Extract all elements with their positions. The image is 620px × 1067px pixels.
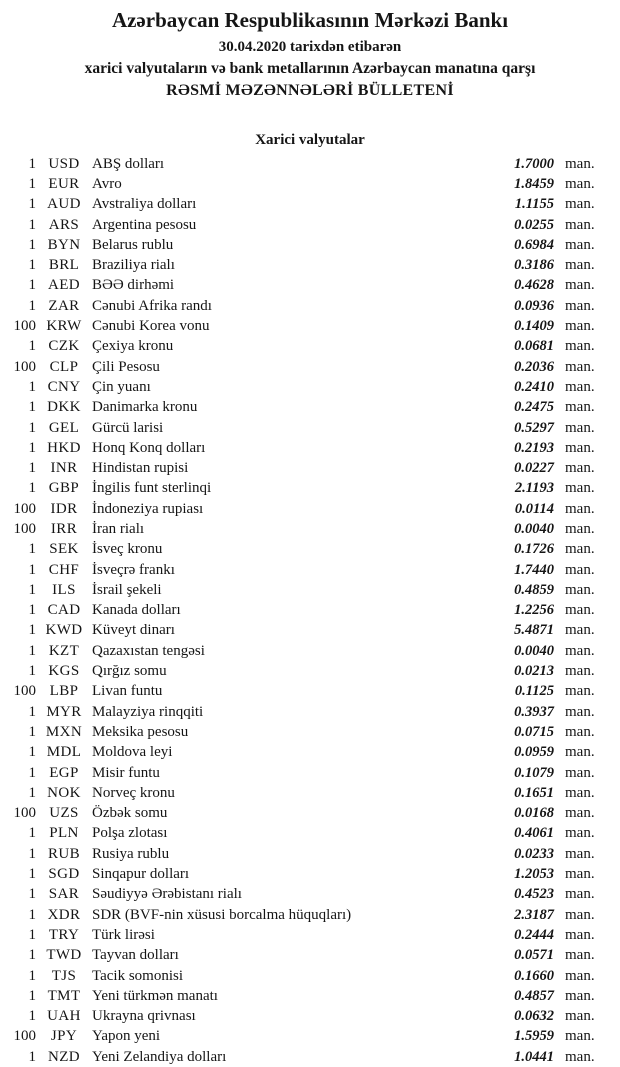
currency-name-cell: Meksika pesosu <box>92 723 189 740</box>
unit-label-cell: man. <box>565 1048 595 1065</box>
quantity-cell: 1 <box>28 1008 36 1025</box>
currency-code-cell: ILS <box>52 581 76 598</box>
rate-row <box>8 682 606 702</box>
rate-value-cell: 0.0715 <box>514 723 554 740</box>
currency-code-cell: ARS <box>48 216 80 233</box>
rate-row <box>8 925 606 945</box>
rate-row <box>8 1027 606 1047</box>
quantity-cell: 1 <box>28 866 36 883</box>
quantity-cell: 1 <box>28 967 36 984</box>
rate-value-cell: 0.1651 <box>514 784 554 801</box>
quantity-cell: 1 <box>28 906 36 923</box>
unit-label-cell: man. <box>565 216 595 233</box>
rate-row <box>8 438 606 458</box>
unit-label-cell: man. <box>565 723 595 740</box>
currency-name-cell: Türk lirəsi <box>92 926 155 943</box>
rate-row <box>8 824 606 844</box>
currency-name-cell: İngilis funt sterlinqi <box>92 480 212 497</box>
currency-code-cell: BRL <box>48 257 80 274</box>
quantity-cell: 1 <box>28 764 36 781</box>
rate-row <box>8 844 606 864</box>
rate-value-cell: 0.0255 <box>514 216 554 233</box>
rate-row <box>8 296 606 316</box>
currency-code-cell: KRW <box>46 318 82 335</box>
unit-label-cell: man. <box>565 1008 595 1025</box>
unit-label-cell: man. <box>565 277 595 294</box>
rate-value-cell: 1.7000 <box>514 155 554 172</box>
rate-row <box>8 864 606 884</box>
currency-code-cell: CAD <box>47 602 81 619</box>
rate-row <box>8 255 606 275</box>
rate-value-cell: 2.3187 <box>514 906 554 923</box>
currency-name-cell: Avstraliya dolları <box>92 196 197 213</box>
unit-label-cell: man. <box>565 460 595 477</box>
currency-name-cell: İsveç kronu <box>92 541 163 558</box>
unit-label-cell: man. <box>565 642 595 659</box>
unit-label-cell: man. <box>565 318 595 335</box>
currency-name-cell: Kanada dolları <box>92 602 181 619</box>
currency-code-cell: MYR <box>46 703 82 720</box>
currency-code-cell: RUB <box>47 845 81 862</box>
currency-name-cell: Tacik somonisi <box>92 967 184 984</box>
unit-label-cell: man. <box>565 987 595 1004</box>
unit-label-cell: man. <box>565 541 595 558</box>
rate-value-cell: 0.0114 <box>514 500 554 517</box>
currency-code-cell: TMT <box>47 987 81 1004</box>
unit-label-cell: man. <box>565 500 595 517</box>
unit-label-cell: man. <box>565 866 595 883</box>
unit-label-cell: man. <box>565 845 595 862</box>
unit-label-cell: man. <box>565 175 595 192</box>
unit-label-cell: man. <box>565 825 595 842</box>
unit-label-cell: man. <box>565 703 595 720</box>
rate-value-cell: 0.0681 <box>514 338 554 355</box>
currency-code-cell: UAH <box>47 1008 81 1025</box>
quantity-cell: 100 <box>13 500 36 517</box>
rate-row <box>8 661 606 681</box>
currency-code-cell: NOK <box>47 784 81 801</box>
rate-value-cell: 0.0959 <box>514 744 554 761</box>
unit-label-cell: man. <box>565 399 595 416</box>
rate-row <box>8 580 606 600</box>
currency-code-cell: BYN <box>47 236 81 253</box>
unit-label-cell: man. <box>565 1028 595 1045</box>
currency-name-cell: Honq Konq dolları <box>92 439 206 456</box>
rate-row <box>8 276 606 296</box>
rate-value-cell: 0.0213 <box>514 663 554 680</box>
rate-value-cell: 0.1409 <box>514 318 554 335</box>
currency-name-cell: Polşa zlotası <box>92 825 168 842</box>
rates-table <box>0 154 620 1067</box>
currency-name-cell: İndoneziya rupiası <box>92 500 204 517</box>
rate-value-cell: 0.1079 <box>514 764 554 781</box>
currency-name-cell: Malayziya rinqqiti <box>92 703 204 720</box>
currency-code-cell: NZD <box>47 1048 81 1065</box>
unit-label-cell: man. <box>565 784 595 801</box>
rate-row <box>8 601 606 621</box>
currency-name-cell: Çexiya kronu <box>92 338 174 355</box>
currency-code-cell: TWD <box>46 947 82 964</box>
currency-name-cell: Tayvan dolları <box>92 947 179 964</box>
rate-row <box>8 1006 606 1026</box>
quantity-cell: 1 <box>28 338 36 355</box>
rate-value-cell: 1.1155 <box>514 196 554 213</box>
quantity-cell: 100 <box>13 318 36 335</box>
rate-row <box>8 519 606 539</box>
quantity-cell: 1 <box>28 886 36 903</box>
quantity-cell: 1 <box>28 460 36 477</box>
currency-name-cell: Moldova leyi <box>92 744 173 761</box>
quantity-cell: 1 <box>28 602 36 619</box>
unit-label-cell: man. <box>565 480 595 497</box>
rate-row <box>8 377 606 397</box>
rate-value-cell: 0.1660 <box>514 967 554 984</box>
currency-code-cell: PLN <box>49 825 79 842</box>
rate-value-cell: 1.2256 <box>514 602 554 619</box>
currency-code-cell: TRY <box>48 926 80 943</box>
rate-value-cell: 0.0936 <box>514 297 554 314</box>
quantity-cell: 1 <box>28 926 36 943</box>
rate-value-cell: 0.0227 <box>514 460 554 477</box>
currency-name-cell: Cənubi Afrika randı <box>92 297 212 314</box>
unit-label-cell: man. <box>565 419 595 436</box>
rate-value-cell: 0.0571 <box>514 947 554 964</box>
unit-label-cell: man. <box>565 967 595 984</box>
rate-value-cell: 1.7440 <box>514 561 554 578</box>
rate-value-cell: 0.2410 <box>514 378 554 395</box>
currency-name-cell: Yeni türkmən manatı <box>92 987 218 1004</box>
rate-value-cell: 0.2036 <box>514 358 554 375</box>
currency-name-cell: Yeni Zelandiya dolları <box>92 1048 227 1065</box>
rate-row <box>8 357 606 377</box>
rate-row <box>8 499 606 519</box>
rate-row <box>8 337 606 357</box>
unit-label-cell: man. <box>565 663 595 680</box>
rate-row <box>8 783 606 803</box>
rate-row <box>8 641 606 661</box>
currency-code-cell: GBP <box>48 480 80 497</box>
quantity-cell: 100 <box>13 358 36 375</box>
rate-value-cell: 0.3937 <box>514 703 554 720</box>
quantity-cell: 1 <box>28 947 36 964</box>
currency-name-cell: Çili Pesosu <box>92 358 160 375</box>
currency-code-cell: CHF <box>48 561 80 578</box>
rate-row <box>8 154 606 174</box>
quantity-cell: 1 <box>28 561 36 578</box>
currency-code-cell: SEK <box>49 541 79 558</box>
currency-name-cell: Danimarka kronu <box>92 399 198 416</box>
rate-value-cell: 0.4523 <box>514 886 554 903</box>
rate-value-cell: 0.1125 <box>514 683 554 700</box>
rate-value-cell: 0.4859 <box>514 581 554 598</box>
quantity-cell: 1 <box>28 419 36 436</box>
unit-label-cell: man. <box>565 805 595 822</box>
unit-label-cell: man. <box>565 886 595 903</box>
currency-code-cell: KWD <box>45 622 83 639</box>
quantity-cell: 1 <box>28 155 36 172</box>
rate-value-cell: 0.1726 <box>514 541 554 558</box>
rate-row <box>8 763 606 783</box>
bank-name-title: Azərbaycan Respublikasının Mərkəzi Bankı <box>111 8 509 32</box>
unit-label-cell: man. <box>565 155 595 172</box>
currency-code-cell: AUD <box>47 196 81 213</box>
currency-code-cell: EUR <box>48 175 80 192</box>
quantity-cell: 1 <box>28 784 36 801</box>
currency-code-cell: MXN <box>45 723 83 740</box>
unit-label-cell: man. <box>565 236 595 253</box>
rate-row <box>8 458 606 478</box>
rate-value-cell: 1.8459 <box>514 175 554 192</box>
rate-row <box>8 1047 606 1067</box>
currency-code-cell: SGD <box>48 866 80 883</box>
rate-value-cell: 0.4857 <box>514 987 554 1004</box>
unit-label-cell: man. <box>565 520 595 537</box>
section-title-foreign-currencies: Xarici valyutalar <box>255 132 365 148</box>
rate-row <box>8 702 606 722</box>
currency-code-cell: DKK <box>47 399 81 416</box>
quantity-cell: 100 <box>13 683 36 700</box>
rate-row <box>8 174 606 194</box>
unit-label-cell: man. <box>565 683 595 700</box>
currency-code-cell: ZAR <box>48 297 80 314</box>
rate-row <box>8 235 606 255</box>
currency-code-cell: EGP <box>49 764 79 781</box>
rate-row <box>8 885 606 905</box>
currency-name-cell: Səudiyyə Ərəbistanı rialı <box>92 886 242 903</box>
quantity-cell: 1 <box>28 663 36 680</box>
currency-code-cell: IDR <box>50 500 78 517</box>
currency-code-cell: JPY <box>50 1028 78 1045</box>
currency-name-cell: BƏƏ dirhəmi <box>92 277 175 294</box>
rate-value-cell: 0.0168 <box>514 805 554 822</box>
quantity-cell: 1 <box>28 987 36 1004</box>
currency-code-cell: UZS <box>49 805 79 822</box>
rate-value-cell: 0.0233 <box>514 845 554 862</box>
rate-row <box>8 398 606 418</box>
currency-code-cell: GEL <box>48 419 80 436</box>
unit-label-cell: man. <box>565 338 595 355</box>
quantity-cell: 1 <box>28 399 36 416</box>
rate-value-cell: 0.2444 <box>514 926 554 943</box>
quantity-cell: 1 <box>28 541 36 558</box>
currency-name-cell: Qırğız somu <box>92 663 167 680</box>
quantity-cell: 1 <box>28 723 36 740</box>
currency-name-cell: Ukrayna qrivnası <box>92 1008 196 1025</box>
quantity-cell: 1 <box>28 378 36 395</box>
quantity-cell: 100 <box>13 1028 36 1045</box>
rate-row <box>8 621 606 641</box>
rate-row <box>8 743 606 763</box>
quantity-cell: 1 <box>28 642 36 659</box>
rate-value-cell: 0.2475 <box>514 399 554 416</box>
unit-label-cell: man. <box>565 257 595 274</box>
rate-value-cell: 0.0632 <box>514 1008 554 1025</box>
currency-name-cell: Özbək somu <box>92 805 168 822</box>
quantity-cell: 1 <box>28 744 36 761</box>
rate-row <box>8 986 606 1006</box>
bulletin-title: RƏSMİ MƏZƏNNƏLƏRİ BÜLLETENİ <box>166 82 454 99</box>
quantity-cell: 1 <box>28 703 36 720</box>
currency-code-cell: IRR <box>50 520 78 537</box>
currency-code-cell: CNY <box>47 378 81 395</box>
currency-name-cell: Misir funtu <box>92 764 160 781</box>
currency-name-cell: Küveyt dinarı <box>92 622 175 639</box>
currency-name-cell: Avro <box>92 175 122 192</box>
rate-value-cell: 0.0040 <box>514 520 554 537</box>
unit-label-cell: man. <box>565 358 595 375</box>
unit-label-cell: man. <box>565 744 595 761</box>
currency-name-cell: Yapon yeni <box>92 1028 161 1045</box>
rate-value-cell: 0.4628 <box>514 277 554 294</box>
currency-name-cell: Norveç kronu <box>92 784 175 801</box>
quantity-cell: 1 <box>28 622 36 639</box>
unit-label-cell: man. <box>565 764 595 781</box>
currency-code-cell: LBP <box>49 683 79 700</box>
currency-code-cell: CZK <box>48 338 80 355</box>
rate-value-cell: 0.4061 <box>514 825 554 842</box>
rate-row <box>8 722 606 742</box>
rate-row <box>8 195 606 215</box>
currency-name-cell: Livan funtu <box>92 683 163 700</box>
rate-row <box>8 560 606 580</box>
rate-row <box>8 946 606 966</box>
currency-name-cell: Gürcü larisi <box>92 419 164 436</box>
rate-value-cell: 0.5297 <box>514 419 554 436</box>
quantity-cell: 1 <box>28 845 36 862</box>
quantity-cell: 100 <box>13 520 36 537</box>
rate-value-cell: 2.1193 <box>514 480 554 497</box>
quantity-cell: 1 <box>28 1048 36 1065</box>
rate-row <box>8 316 606 336</box>
quantity-cell: 1 <box>28 196 36 213</box>
quantity-cell: 1 <box>28 257 36 274</box>
currency-code-cell: SAR <box>48 886 80 903</box>
unit-label-cell: man. <box>565 439 595 456</box>
currency-name-cell: SDR (BVF-nin xüsusi borcalma hüquqları) <box>92 906 352 923</box>
rate-row <box>8 418 606 438</box>
currency-code-cell: INR <box>50 460 78 477</box>
quantity-cell: 1 <box>28 480 36 497</box>
quantity-cell: 1 <box>28 216 36 233</box>
currency-name-cell: ABŞ dolları <box>92 155 165 172</box>
subtitle-line: xarici valyutaların və bank metallarının Azərbaycan manatına qarşı <box>84 60 536 77</box>
unit-label-cell: man. <box>565 297 595 314</box>
unit-label-cell: man. <box>565 561 595 578</box>
currency-name-cell: İran rialı <box>92 520 145 537</box>
rate-value-cell: 0.0040 <box>514 642 554 659</box>
quantity-cell: 1 <box>28 297 36 314</box>
currency-code-cell: HKD <box>47 439 81 456</box>
rate-value-cell: 0.2193 <box>514 439 554 456</box>
currency-name-cell: Çin yuanı <box>92 378 151 395</box>
rate-row <box>8 479 606 499</box>
rate-value-cell: 1.0441 <box>514 1048 554 1065</box>
quantity-cell: 1 <box>28 439 36 456</box>
rate-row <box>8 215 606 235</box>
unit-label-cell: man. <box>565 602 595 619</box>
currency-code-cell: CLP <box>49 358 79 375</box>
quantity-cell: 1 <box>28 581 36 598</box>
rate-value-cell: 1.5959 <box>514 1028 554 1045</box>
currency-name-cell: Rusiya rublu <box>92 845 170 862</box>
currency-code-cell: XDR <box>47 906 81 923</box>
currency-name-cell: Cənubi Korea vonu <box>92 318 210 335</box>
currency-code-cell: USD <box>48 155 80 172</box>
rate-value-cell: 0.3186 <box>514 257 554 274</box>
rate-value-cell: 0.6984 <box>514 236 554 253</box>
currency-name-cell: Qazaxıstan tengəsi <box>92 642 205 659</box>
unit-label-cell: man. <box>565 926 595 943</box>
currency-name-cell: Sinqapur dolları <box>92 866 190 883</box>
currency-name-cell: Braziliya rialı <box>92 257 175 274</box>
rate-value-cell: 5.4871 <box>514 622 554 639</box>
unit-label-cell: man. <box>565 196 595 213</box>
quantity-cell: 1 <box>28 277 36 294</box>
currency-code-cell: TJS <box>51 967 77 984</box>
currency-name-cell: Argentina pesosu <box>92 216 197 233</box>
effective-date-line: 30.04.2020 tarixdən etibarən <box>218 39 402 55</box>
currency-code-cell: AED <box>47 277 81 294</box>
currency-code-cell: MDL <box>46 744 82 761</box>
quantity-cell: 1 <box>28 825 36 842</box>
currency-name-cell: İsrail şekeli <box>92 581 162 598</box>
quantity-cell: 100 <box>13 805 36 822</box>
currency-name-cell: Hindistan rupisi <box>92 460 189 477</box>
unit-label-cell: man. <box>565 581 595 598</box>
rate-row <box>8 540 606 560</box>
unit-label-cell: man. <box>565 622 595 639</box>
currency-code-cell: KZT <box>48 642 80 659</box>
unit-label-cell: man. <box>565 378 595 395</box>
rate-row <box>8 804 606 824</box>
quantity-cell: 1 <box>28 175 36 192</box>
doc-header <box>0 0 620 101</box>
quantity-cell: 1 <box>28 236 36 253</box>
rate-row <box>8 966 606 986</box>
rate-row <box>8 905 606 925</box>
rate-value-cell: 1.2053 <box>514 866 554 883</box>
currency-code-cell: KGS <box>48 663 80 680</box>
unit-label-cell: man. <box>565 906 595 923</box>
unit-label-cell: man. <box>565 947 595 964</box>
currency-name-cell: İsveçrə frankı <box>92 561 175 578</box>
currency-name-cell: Belarus rublu <box>92 236 174 253</box>
